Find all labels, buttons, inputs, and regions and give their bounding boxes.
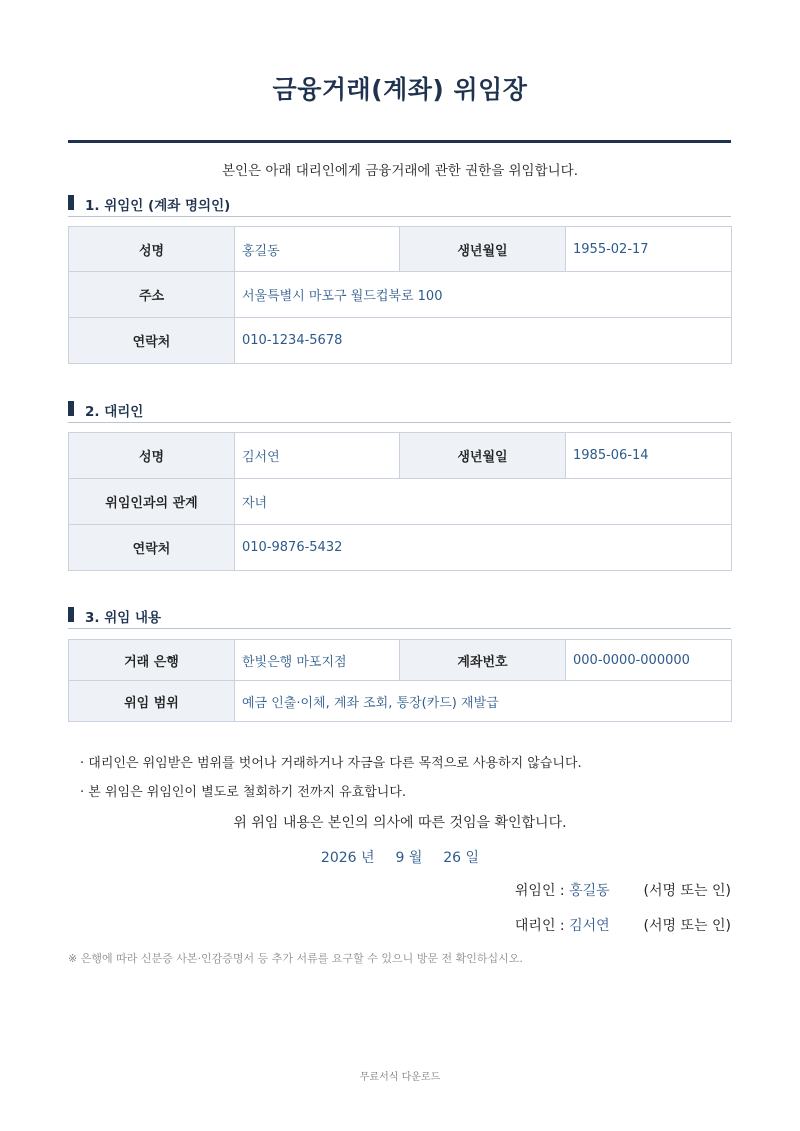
section-marker bbox=[68, 607, 74, 622]
principal-birth-label: 생년월일 bbox=[400, 227, 566, 272]
table-row bbox=[69, 640, 732, 681]
principal-phone-label: 연락처 bbox=[69, 318, 235, 364]
principal-table bbox=[68, 226, 732, 364]
section-label: 3. 위임 내용 bbox=[85, 610, 162, 626]
title-divider bbox=[68, 140, 731, 143]
range-label: 위임 범위 bbox=[69, 681, 235, 722]
table-row bbox=[69, 479, 732, 525]
agent-phone-label: 연락처 bbox=[69, 525, 235, 571]
agent-name-value: 김서연 bbox=[235, 433, 400, 479]
account-value: 000-0000-000000 bbox=[566, 640, 732, 681]
bullet-item: · 대리인은 위임받은 범위를 벗어나 거래하거나 자금을 다른 목적으로 사용하지 않습니다. bbox=[80, 756, 582, 771]
date-month-unit: 월 bbox=[408, 850, 423, 866]
date-day: 26 bbox=[443, 850, 462, 866]
principal-seal-text: (서명 또는 인) bbox=[643, 883, 731, 899]
agent-birth-value: 1985-06-14 bbox=[566, 433, 732, 479]
agent-table bbox=[68, 432, 732, 571]
section-marker bbox=[68, 195, 74, 210]
principal-name-label: 성명 bbox=[69, 227, 235, 272]
agent-name-label: 성명 bbox=[69, 433, 235, 479]
agent-birth-label: 생년월일 bbox=[400, 433, 566, 479]
section-label: 2. 대리인 bbox=[85, 404, 144, 420]
range-value: 예금 인출·이체, 계좌 조회, 통장(카드) 재발급 bbox=[235, 681, 732, 722]
bank-label: 거래 은행 bbox=[69, 640, 235, 681]
principal-signature-label: 위임인 : bbox=[514, 883, 565, 899]
principal-name-value: 홍길동 bbox=[235, 227, 400, 272]
bullet-item: · 본 위임은 위임인이 별도로 철회하기 전까지 유효합니다. bbox=[80, 785, 407, 800]
principal-birth-value: 1955-02-17 bbox=[566, 227, 732, 272]
principal-phone-value: 010-1234-5678 bbox=[235, 318, 732, 364]
date-day-unit: 일 bbox=[465, 850, 480, 866]
agent-relation-label: 위임인과의 관계 bbox=[69, 479, 235, 525]
table-row bbox=[69, 227, 732, 272]
agent-signature-name: 김서연 bbox=[569, 918, 610, 934]
principal-signature-name: 홍길동 bbox=[569, 883, 610, 899]
agent-seal-text: (서명 또는 인) bbox=[643, 918, 731, 934]
account-label: 계좌번호 bbox=[400, 640, 566, 681]
agent-signature-label: 대리인 : bbox=[514, 918, 565, 934]
section-marker bbox=[68, 401, 74, 416]
confirm-statement: 위 위임 내용은 본인의 의사에 따른 것임을 확인합니다. bbox=[233, 815, 567, 831]
principal-address-label: 주소 bbox=[69, 272, 235, 318]
section-heading-principal bbox=[68, 194, 731, 217]
table-row bbox=[69, 272, 732, 318]
agent-signature bbox=[515, 915, 731, 935]
table-row bbox=[69, 433, 732, 479]
principal-address-value: 서울특별시 마포구 월드컵북로 100 bbox=[235, 272, 732, 318]
table-row bbox=[69, 681, 732, 722]
footer-download-link[interactable]: 무료서식 다운로드 bbox=[359, 1072, 441, 1083]
document-title: 금융거래(계좌) 위임장 bbox=[272, 75, 528, 104]
date-year: 2026 bbox=[320, 850, 357, 866]
agent-relation-value: 자녀 bbox=[235, 479, 732, 525]
document-date bbox=[0, 847, 800, 867]
section-label: 1. 위임인 (계좌 명의인) bbox=[85, 198, 231, 214]
agent-phone-value: 010-9876-5432 bbox=[235, 525, 732, 571]
bank-value: 한빛은행 마포지점 bbox=[235, 640, 400, 681]
table-row bbox=[69, 318, 732, 364]
section-heading-agent bbox=[68, 400, 731, 423]
footnote: ※ 은행에 따라 신분증 사본·인감증명서 등 추가 서류를 요구할 수 있으니 방문 전 확인하십시오. bbox=[68, 952, 523, 965]
date-month: 9 bbox=[395, 850, 405, 866]
section-heading-scope bbox=[68, 606, 731, 629]
scope-table bbox=[68, 639, 732, 722]
date-year-unit: 년 bbox=[361, 850, 375, 866]
intro-text: 본인은 아래 대리인에게 금융거래에 관한 권한을 위임합니다. bbox=[221, 163, 579, 179]
table-row bbox=[69, 525, 732, 571]
principal-signature bbox=[515, 880, 731, 900]
